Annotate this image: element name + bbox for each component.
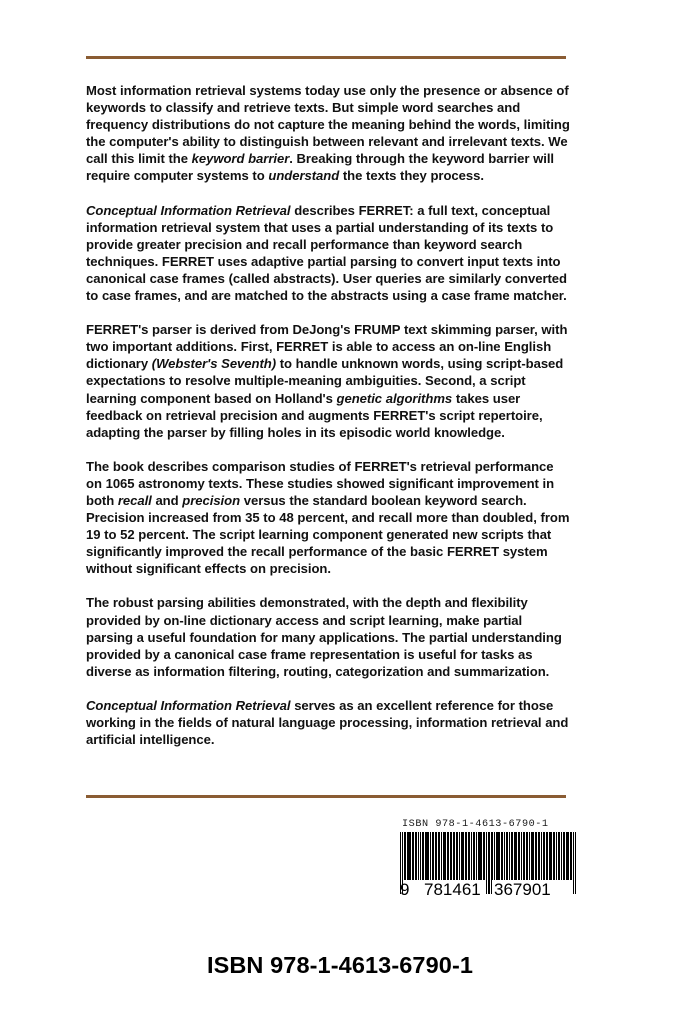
barcode-bar [430,832,431,880]
body-text: serves as an excellent reference for those working in the fields of natural language processing, information retrieval and artificial intelligence. [86,697,569,748]
emphasized-text: keyword barrier [191,151,290,167]
barcode-bar [519,832,520,880]
barcode-bar [416,832,417,880]
barcode-bar [509,832,510,880]
barcode-bar [504,832,505,880]
barcode-bar [428,832,429,880]
body-text: . Breaking through the keyword barrier will require computer systems to [86,151,554,184]
barcode-bar [439,832,440,880]
body-text: The book describes comparison studies of FERRET's retrieval performance on 1065 astronomy texts. These studies showed significant improvement in both [86,458,555,508]
barcode-bar [549,832,550,880]
barcode-bar [471,832,472,880]
blurb-paragraph [86,594,571,679]
barcode-digit-group-middle: 781461 [424,880,481,899]
body-text: takes user feedback on retrieval precision and augments FERRET's script repertoire, adapting the parser by filling holes in its episodic world knowledge. [86,390,543,440]
barcode-isbn-caption: ISBN 978-1-4613-6790-1 [402,819,549,830]
barcode-bar [554,832,555,880]
bottom-divider-rule [86,795,566,798]
barcode-bar [551,832,552,880]
barcode-bar [469,832,470,880]
barcode-bar [476,832,477,880]
barcode-bar [531,832,532,880]
barcode-bar [544,832,545,880]
barcode-bar [529,832,530,880]
back-cover-blurb [86,82,571,748]
isbn-large-text: ISBN 978-1-4613-6790-1 [206,952,474,978]
barcode-bar [499,832,500,880]
barcode-block [398,819,578,900]
barcode-bar [479,832,480,880]
barcode-bar [524,832,525,880]
barcode-bar [463,832,464,880]
barcode-bar [466,832,467,880]
blurb-paragraph [86,697,571,748]
body-text: Most information retrieval systems today use only the presence or absence of keywords to classify and retrieve texts. But simple word searches and frequency distributions do not capture the meaning behind the words, limiting the computer's ability to distinguish between relevant and irrelevant texts. We call this limit the [86,83,570,167]
barcode-bar [568,832,569,880]
body-text: describes FERRET: a full text, conceptual information retrieval system that uses a partial understanding of its texts to provide greater precision and recall performance than keyword search techniques. FERRET uses adaptive partial parsing to convert input texts into canonical case frames (called abstracts). User queries are similarly converted to case frames, and are matched to the abstracts using a case frame matcher. [86,202,567,304]
blurb-paragraph [86,202,571,305]
barcode-bar [444,832,445,880]
barcode-bar [410,832,411,880]
barcode-bar [405,832,406,880]
barcode-bar [484,832,485,880]
barcode-digit-group-left: 9 [400,880,410,899]
body-text: versus the standard boolean keyword search. Precision increased from 35 to 48 percent, and recall more than doubled, from 19 to 52 percent. The script learning component generated new scripts that significantly improved the recall performance of the basic FERRET system without significant effects on precision. [86,492,570,577]
barcode-bar [474,832,475,880]
barcode-bar [426,832,427,880]
blurb-paragraph [86,458,571,578]
emphasized-text: precision [182,492,241,508]
emphasized-text: understand [268,168,340,184]
barcode-bar [561,832,562,880]
barcode-bar [512,832,513,880]
barcode-human-readable-digits [400,880,576,900]
barcode-bar [420,832,421,880]
barcode-bar [448,832,449,880]
emphasized-text: recall [117,492,152,508]
emphasized-text: genetic algorithms [336,390,453,406]
emphasized-text: (Webster's Seventh) [151,356,277,372]
body-text: the texts they process. [339,168,484,184]
barcode-bar [423,832,424,880]
barcode-bar [454,832,455,880]
body-text: FERRET's parser is derived from DeJong's FRUMP text skimming parser, with two important additions. First, FERRET is able to access an on-line English dictionary [86,322,568,372]
barcode-bar [413,832,414,880]
barcode-bar [418,832,419,880]
barcode-bar [564,832,565,880]
barcode-bar [492,832,493,880]
barcode-bar [533,832,534,880]
barcode-bar [457,832,458,880]
barcode-bar [462,832,463,880]
barcode-bar [497,832,498,880]
barcode-bar [516,832,517,880]
barcode-bar [539,832,540,880]
body-text: and [151,492,183,508]
barcode-bar [408,832,409,880]
barcode-bar [566,832,567,880]
barcode-bar [502,832,503,880]
barcode-bar [536,832,537,880]
barcode-digit-group-right: 367901 [494,880,551,899]
blurb-paragraph [86,321,571,441]
barcode-bar [451,832,452,880]
emphasized-text: Conceptual Information Retrieval [86,202,291,218]
body-text: The robust parsing abilities demonstrated, with the depth and flexibility provided by on-line dictionary access and script learning, make partial parsing a useful foundation for many applications. The partial understanding provided by a canonical case frame representation is useful for tasks as diverse as information filtering, routing, categorization and summarization. [86,595,562,679]
barcode-bar [433,832,434,880]
barcode-bar [541,832,542,880]
barcode-bar [494,832,495,880]
barcode-bar [527,832,528,880]
barcode-bar [445,832,446,880]
barcode-bar [571,832,572,880]
barcode-bar [481,832,482,880]
barcode-bar [459,832,460,880]
emphasized-text: Conceptual Information Retrieval [86,697,291,713]
barcode-bar [559,832,560,880]
top-divider-rule [86,56,566,59]
barcode-bar [556,832,557,880]
body-text: to handle unknown words, using script-based expectations to resolve multiple-meaning ambiguities. Second, a script learning component based on Holland's [86,356,564,406]
barcode-bar [507,832,508,880]
barcode-bar [514,832,515,880]
barcode-bar [436,832,437,880]
barcode-bar [521,832,522,880]
barcode-bar [441,832,442,880]
barcode-bar [547,832,548,880]
blurb-paragraph [86,82,571,185]
